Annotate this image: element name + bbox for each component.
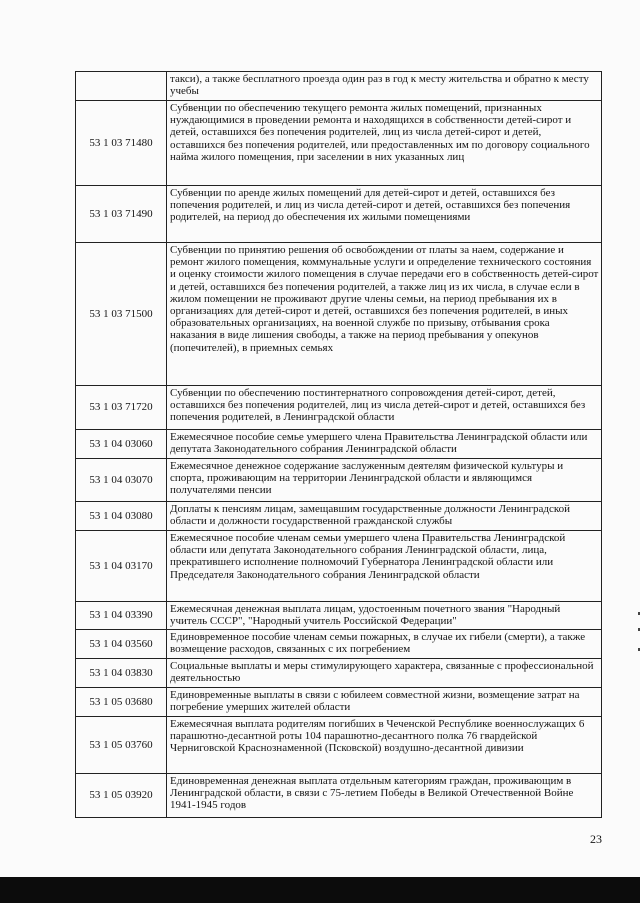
table-row xyxy=(76,430,602,459)
table-row xyxy=(76,459,602,502)
page-number: 23 xyxy=(590,832,602,846)
table-row xyxy=(76,502,602,531)
table-row xyxy=(76,186,602,243)
code-cell: 53 1 05 03920 xyxy=(76,774,167,818)
table-row xyxy=(76,630,602,659)
code-cell: 53 1 04 03560 xyxy=(76,630,167,659)
description-cell: Ежемесячная денежная выплата лицам, удостоенным почетного звания "Народный учитель СССР", "Народный учитель Российской Федерации" xyxy=(167,602,602,630)
table-row xyxy=(76,101,602,186)
description-cell: Субвенции по аренде жилых помещений для детей-сирот и детей, оставшихся без попечения родителей, и лиц из числа детей-сирот и детей, оставшихся без попечения родителей, на период до обеспечения их жилыми помещениями xyxy=(167,186,602,243)
code-cell: 53 1 03 71490 xyxy=(76,186,167,243)
code-cell: 53 1 04 03170 xyxy=(76,531,167,602)
table-row xyxy=(76,72,602,101)
description-cell: Ежемесячное денежное содержание заслуженным деятелям физической культуры и спорта, проживающим на территории Ленинградской области и являющимся получателями пенсии xyxy=(167,459,602,502)
table-row xyxy=(76,774,602,818)
code-cell xyxy=(76,72,167,101)
description-cell: Социальные выплаты и меры стимулирующего характера, связанные с профессиональной деятельностью xyxy=(167,659,602,688)
description-cell: Единовременное пособие членам семьи пожарных, в случае их гибели (смерти), а также возмещение расходов, связанных с их погребением xyxy=(167,630,602,659)
description-cell: Субвенции по обеспечению текущего ремонта жилых помещений, признанных нуждающимися в проведении ремонта и находящихся в собственности детей-сирот и детей, оставшихся без попечения родителей, лиц из числа детей-сирот и детей, оставшихся без попечения родителей, или предоставленных им по договору социального найма жилого помещения, при заселении в них указанных лиц xyxy=(167,101,602,186)
table-row xyxy=(76,531,602,602)
code-cell: 53 1 04 03390 xyxy=(76,602,167,630)
description-cell: такси), а также бесплатного проезда один раз в год к месту жительства и обратно к месту учебы xyxy=(167,72,602,101)
table-row xyxy=(76,659,602,688)
code-cell: 53 1 03 71500 xyxy=(76,243,167,386)
description-cell: Единовременные выплаты в связи с юбилеем совместной жизни, возмещение затрат на погребение умерших жителей области xyxy=(167,688,602,717)
code-cell: 53 1 04 03080 xyxy=(76,502,167,531)
description-cell: Ежемесячное пособие семье умершего члена Правительства Ленинградской области или депутата Законодательного собрания Ленинградской области xyxy=(167,430,602,459)
description-cell: Доплаты к пенсиям лицам, замещавшим государственные должности Ленинградской области и должности государственной гражданской службы xyxy=(167,502,602,531)
code-cell: 53 1 03 71720 xyxy=(76,386,167,430)
description-cell: Ежемесячное пособие членам семьи умершего члена Правительства Ленинградской области или депутата Законодательного собрания Ленинградской области, лица, прекратившего исполнение полномочий Губернатора Ленинградской области или Председателя Законодательного собрания Ленинградской области xyxy=(167,531,602,602)
table-row xyxy=(76,386,602,430)
table-row xyxy=(76,602,602,630)
budget-classification-table xyxy=(75,71,602,818)
scan-bottom-edge xyxy=(0,877,640,903)
table-row xyxy=(76,717,602,774)
code-cell: 53 1 05 03680 xyxy=(76,688,167,717)
code-cell: 53 1 03 71480 xyxy=(76,101,167,186)
code-cell: 53 1 04 03070 xyxy=(76,459,167,502)
description-cell: Единовременная денежная выплата отдельным категориям граждан, проживающим в Ленинградской области, в связи с 75-летием Победы в Великой Отечественной Войне 1941-1945 годов xyxy=(167,774,602,818)
table-row xyxy=(76,243,602,386)
table-row xyxy=(76,688,602,717)
code-cell: 53 1 05 03760 xyxy=(76,717,167,774)
description-cell: Ежемесячная выплата родителям погибших в Чеченской Республике военнослужащих 6 парашютно-десантной роты 104 парашютно-десантного полка 76 гвардейской Черниговской Краснознаменной (Псковской) воздушно-десантной дивизии xyxy=(167,717,602,774)
code-cell: 53 1 04 03830 xyxy=(76,659,167,688)
description-cell: Субвенции по обеспечению постинтернатного сопровождения детей-сирот, детей, оставшихся без попечения родителей, лиц из числа детей-сирот и детей, оставшихся без попечения родителей, в Ленинградской области xyxy=(167,386,602,430)
description-cell: Субвенции по принятию решения об освобождении от платы за наем, содержание и ремонт жилого помещения, коммунальные услуги и определение технического состояния и оценку стоимости жилого помещения в случае передачи его в собственность детей-сирот и детей, оставшихся без попечения родителей, а также лиц из их числа, в случае если в жилом помещении не проживают другие члены семьи, на период пребывания их в организациях для детей-сирот и детей, оставшихся без попечения родителей, в иных образовательных организациях, на военной службе по призыву, отбывания срока наказания в виде лишения свободы, а также на период пребывания у опекунов (попечителей), в приемных семьях xyxy=(167,243,602,386)
code-cell: 53 1 04 03060 xyxy=(76,430,167,459)
